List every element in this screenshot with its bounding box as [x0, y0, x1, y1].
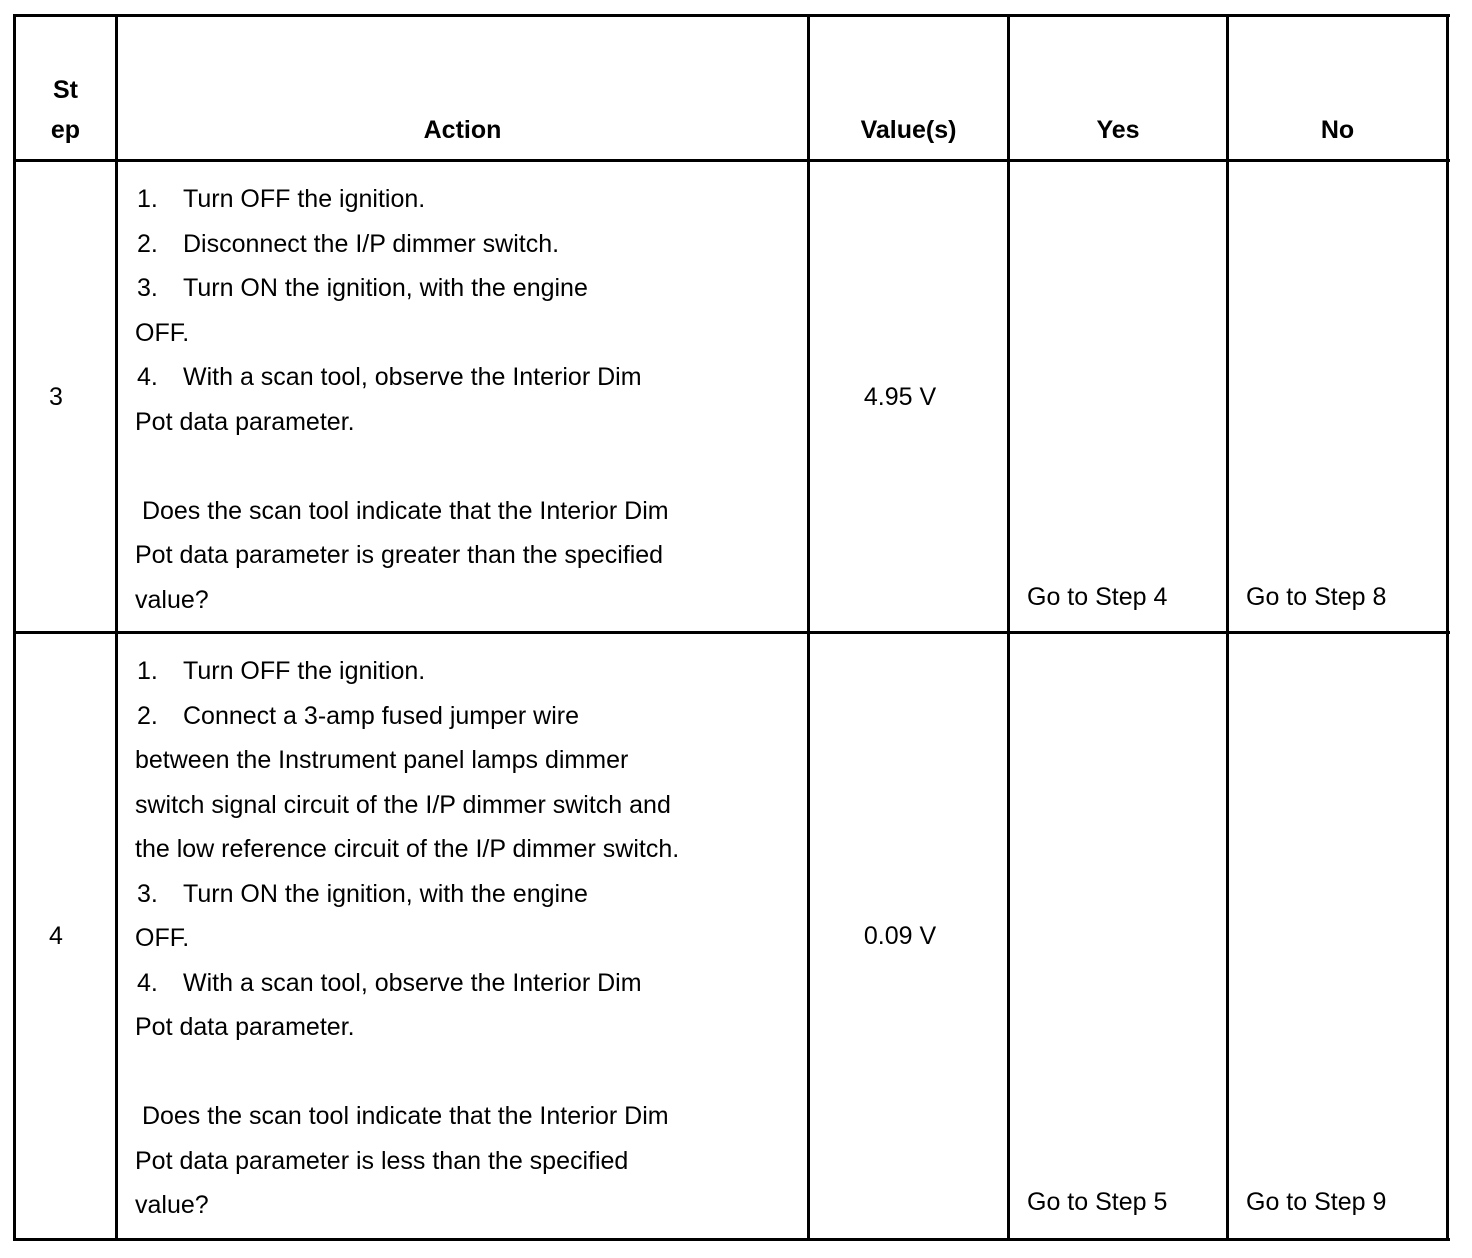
header-yes: Yes [1096, 116, 1140, 144]
table-top-border [13, 14, 1450, 17]
value-cell: 4.95 V [863, 383, 937, 411]
action-instructions [135, 649, 679, 1228]
step-number: 3 [49, 383, 63, 411]
no-cell: Go to Step 9 [1246, 1188, 1387, 1216]
list-item-continuation: switch signal circuit of the I/P dimmer switch and [135, 790, 671, 819]
list-item-continuation: OFF. [135, 318, 190, 347]
value-cell: 0.09 V [863, 922, 937, 950]
header-step-line2: ep [50, 116, 81, 144]
action-instructions [135, 177, 669, 622]
column-divider-value-yes [1007, 14, 1010, 1241]
header-step [16, 70, 115, 150]
list-item: 4. With a scan tool, observe the Interior Dim [137, 968, 642, 997]
list-item: 1. Turn OFF the ignition. [137, 185, 426, 213]
question-line: Pot data parameter is greater than the specified [135, 541, 664, 569]
list-item: 4. With a scan tool, observe the Interior Dim [137, 363, 642, 391]
table-bottom-border [13, 1238, 1450, 1241]
column-divider-step-action [115, 14, 118, 1241]
list-item-continuation: Pot data parameter. [135, 407, 355, 436]
header-action: Action [423, 116, 502, 144]
list-item-continuation: Pot data parameter. [135, 1013, 355, 1041]
header-no: No [1320, 116, 1355, 144]
spacer [135, 444, 669, 489]
list-item: 3. Turn ON the ignition, with the engine [137, 274, 588, 302]
question-line: value? [135, 585, 209, 614]
no-cell: Go to Step 8 [1246, 583, 1387, 611]
question-line: Does the scan tool indicate that the Interior Dim [135, 1102, 669, 1130]
header-bottom-border [13, 159, 1450, 162]
column-divider-action-value [807, 14, 810, 1241]
list-item: 2. Disconnect the I/P dimmer switch. [137, 229, 560, 258]
table-right-border [1446, 14, 1449, 1241]
row-divider [13, 631, 1450, 634]
step-number: 4 [49, 922, 63, 950]
yes-cell: Go to Step 5 [1027, 1188, 1168, 1216]
header-step-line1: St [53, 76, 78, 104]
question-line: value? [135, 1191, 209, 1219]
question-line: Pot data parameter is less than the specified [135, 1146, 629, 1175]
table-left-border [13, 14, 16, 1241]
yes-cell: Go to Step 4 [1027, 583, 1168, 611]
list-item: 3. Turn ON the ignition, with the engine [137, 879, 588, 908]
spacer [135, 1050, 679, 1095]
column-divider-yes-no [1226, 14, 1229, 1241]
list-item: 2. Connect a 3-amp fused jumper wire [137, 701, 580, 730]
list-item-continuation: OFF. [135, 924, 190, 952]
list-item-continuation: between the Instrument panel lamps dimmer [135, 746, 629, 774]
list-item: 1. Turn OFF the ignition. [137, 657, 426, 685]
question-line: Does the scan tool indicate that the Interior Dim [135, 496, 669, 525]
header-values: Value(s) [860, 116, 957, 144]
list-item-continuation: the low reference circuit of the I/P dimmer switch. [135, 835, 680, 863]
